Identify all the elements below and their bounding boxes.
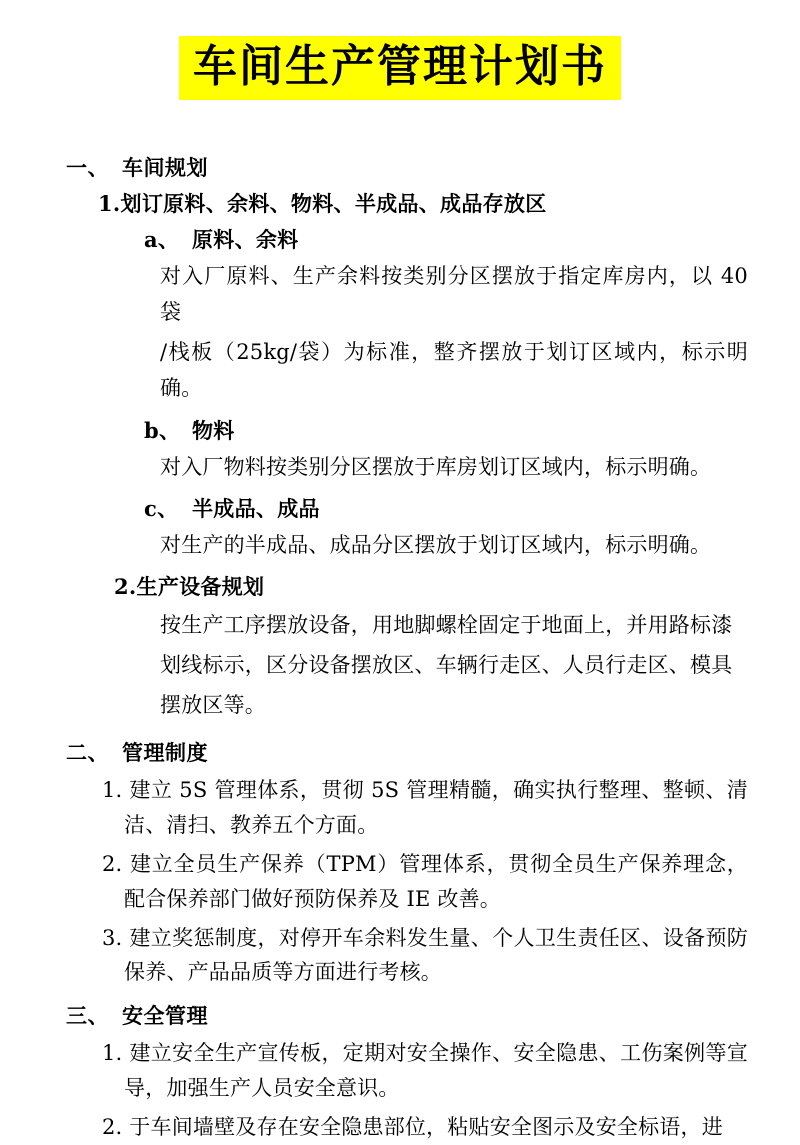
title-container	[52, 36, 748, 100]
paragraph-a-2: /栈板（25kg/袋）为标准，整齐摆放于划订区域内，标示明确。	[160, 340, 748, 401]
subsection-number-1-1: 1.	[98, 191, 121, 217]
subitem-label-a: a、	[144, 227, 180, 253]
list-item: 3. 建立奖惩制度，对停开车余料发生量、个人卫生责任区、设备预防保养、产品品质等方面进行考核。	[102, 925, 748, 985]
paragraph-b-1: 对入厂物料按类别分区摆放于库房划订区域内，标示明确。	[160, 454, 712, 479]
page-title: 车间生产管理计划书	[179, 36, 621, 100]
subitem-title-b: 物料	[192, 417, 235, 443]
section-heading-1	[52, 152, 748, 182]
subsection-title-1-2: 生产设备规划	[136, 573, 265, 599]
subsection-title-1-1: 划订原料、余料、物料、半成品、成品存放区	[120, 191, 547, 217]
paragraph-1-2-3: 摆放区等。	[160, 692, 266, 717]
subitem-heading-a	[52, 224, 748, 254]
subitem-label-b: b、	[144, 417, 181, 443]
subitem-title-c: 半成品、成品	[192, 495, 320, 521]
paragraph-1-2-1: 按生产工序摆放设备，用地脚螺栓固定于地面上，并用路标漆	[160, 612, 733, 637]
list-item: 2. 于车间墙壁及存在安全隐患部位，粘贴安全图示及安全标语，进	[102, 1114, 723, 1139]
list-item: 1. 建立 5S 管理体系，贯彻 5S 管理精髓，确实执行整理、整顿、清洁、清扫、教养五个方面。	[102, 778, 748, 837]
list-item: 1. 建立安全生产宣传板，定期对安全操作、安全隐患、工伤案例等宣导，加强生产人员安全意识。	[102, 1041, 748, 1101]
paragraph-a-1: 对入厂原料、生产余料按类别分区摆放于指定库房内，以 40 袋	[160, 264, 748, 325]
section-number-1: 一、	[66, 155, 109, 181]
section-number-2: 二、	[66, 740, 109, 766]
subsection-number-1-2: 2.	[114, 573, 137, 599]
section-heading-2	[52, 737, 748, 767]
section-number-3: 三、	[66, 1003, 109, 1029]
list-item: 2. 建立全员生产保养（TPM）管理体系，贯彻全员生产保养理念，配合保养部门做好预防保养及 IE 改善。	[102, 851, 748, 911]
paragraph-1-2-2: 划线标示，区分设备摆放区、车辆行走区、人员行走区、模具	[160, 652, 733, 677]
subitem-heading-c	[52, 493, 748, 523]
paragraph-c-1: 对生产的半成品、成品分区摆放于划订区域内，标示明确。	[160, 532, 712, 557]
section-title-1: 车间规划	[122, 155, 208, 181]
subsection-heading-1-1	[52, 188, 748, 218]
section-title-2: 管理制度	[122, 740, 208, 766]
subitem-label-c: c、	[144, 495, 179, 521]
subitem-title-a: 原料、余料	[192, 227, 299, 253]
subitem-heading-b	[52, 415, 748, 445]
section-heading-3	[52, 1000, 748, 1030]
subsection-heading-1-2	[52, 571, 748, 601]
section-title-3: 安全管理	[122, 1003, 208, 1029]
